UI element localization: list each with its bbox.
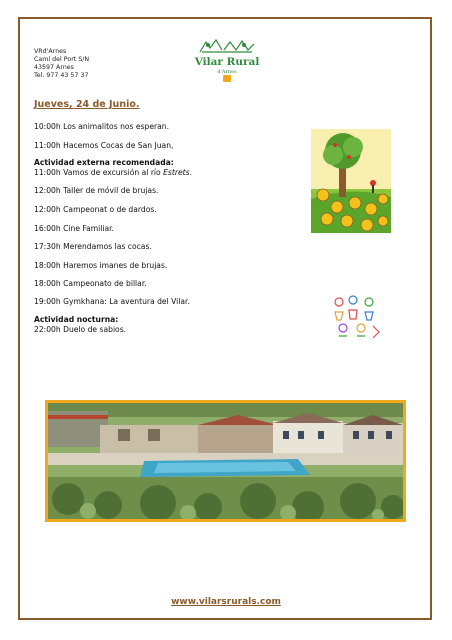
night-activity-heading: Actividad nocturna:: [34, 315, 119, 324]
vilar-rural-logo: [186, 36, 268, 84]
schedule-item: 11:00h Vamos de excursión al río Estrets.: [34, 168, 192, 177]
schedule-item: 18:00h Campeonato de billar.: [34, 279, 147, 288]
logo-place-text: d'Arnes: [217, 69, 237, 75]
schedule-item: 22:00h Duelo de sabios.: [34, 325, 127, 334]
schedule-item: 12:00h Taller de móvil de brujas.: [34, 186, 159, 195]
address-block: [34, 48, 89, 80]
external-activity-heading: Actividad externa recomendada:: [34, 158, 174, 167]
website-link[interactable]: www.vilarsrurals.com: [171, 597, 281, 607]
schedule-item: 17:30h Merendamos las cocas.: [34, 242, 152, 251]
schedule-item: 19:00h Gymkhana: La aventura del Vilar.: [34, 297, 190, 306]
tree-sunflowers-illustration: [311, 129, 391, 233]
children-drawing-illustration: [329, 292, 383, 344]
schedule-item: 11:00h Hacemos Cocas de San Juan,: [34, 141, 174, 150]
schedule-item: 12:00h Campeonat o de dardos.: [34, 205, 157, 214]
day-title: Jueves, 24 de Junio.: [34, 99, 140, 110]
logo-brand-text: Vilar Rural: [194, 56, 260, 68]
address-line: Camí del Port S/N: [34, 56, 90, 63]
schedule-item: 16:00h Cine Familiar.: [34, 224, 114, 233]
address-phone: Tel. 977 43 57 37: [34, 72, 89, 79]
resort-pool-photo: [45, 400, 406, 522]
address-line: VRd'Arnes: [34, 48, 67, 55]
address-line: 43597 Arnes: [34, 64, 74, 71]
schedule-item: 18:00h Haremos imanes de brujas.: [34, 261, 168, 270]
schedule-item: 10:00h Los animalitos nos esperan.: [34, 122, 170, 131]
